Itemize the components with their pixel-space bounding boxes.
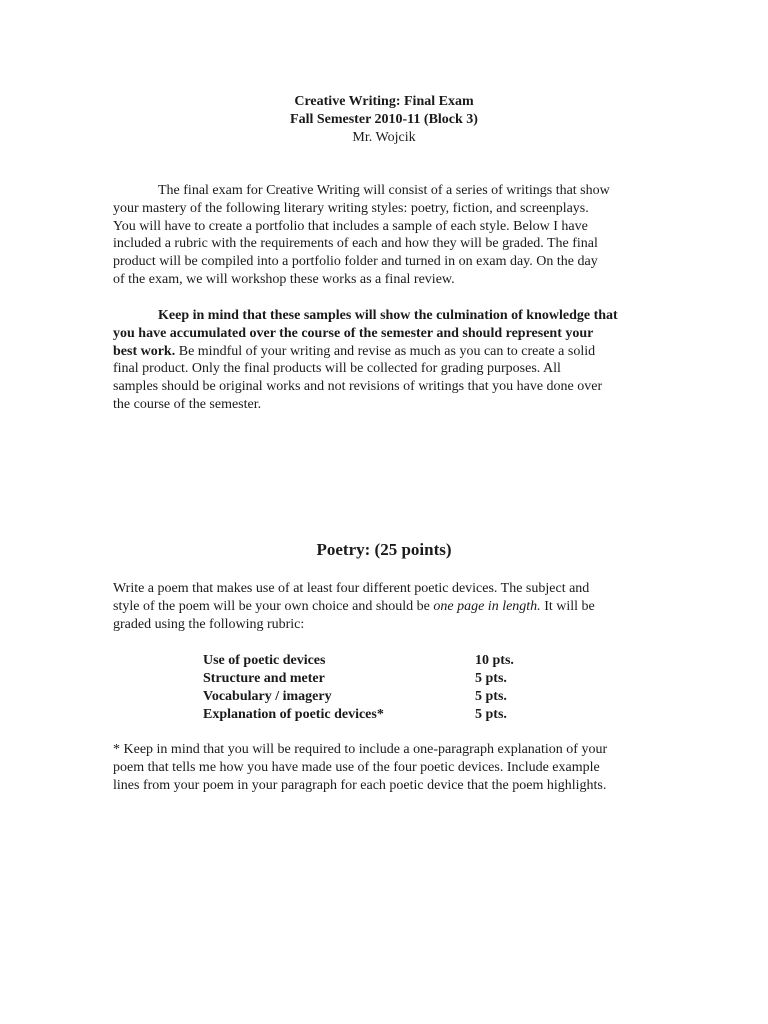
rubric-row xyxy=(203,652,563,670)
note-line: * Keep in mind that you will be required to include a one-paragraph explanation of your xyxy=(113,742,608,757)
poetry-line: Write a poem that makes use of at least four different poetic devices. The subject and xyxy=(113,581,590,596)
intro-line: your mastery of the following literary writing styles: poetry, fiction, and screenplays. xyxy=(113,200,589,216)
emphasis-line xyxy=(113,343,658,361)
note-line: lines from your poem in your paragraph for each poetic device that the poem highlights. xyxy=(113,777,607,793)
rubric-points: 10 pts. xyxy=(475,653,514,668)
rubric-criterion: Structure and meter xyxy=(203,671,325,686)
rubric-row xyxy=(203,688,563,706)
poetry-line-start: style of the poem will be your own choice and should be xyxy=(113,598,434,614)
note-line: poem that tells me how you have made use of the four poetic devices. Include example xyxy=(113,759,600,775)
intro-line: product will be compiled into a portfolio folder and turned in on exam day. On the day xyxy=(113,254,598,270)
intro-line: The final exam for Creative Writing will consist of a series of writings that show xyxy=(158,183,610,198)
poetry-instructions xyxy=(113,580,658,633)
intro-line: of the exam, we will workshop these works as a final review. xyxy=(113,271,455,287)
rubric-criterion: Vocabulary / imagery xyxy=(203,689,332,704)
poetry-note xyxy=(113,741,658,794)
rubric-points: 5 pts. xyxy=(475,689,507,704)
exam-title: Creative Writing: Final Exam xyxy=(294,94,474,109)
rubric-row xyxy=(203,670,563,688)
document-header xyxy=(0,93,768,147)
poetry-line xyxy=(113,598,658,616)
emphasis-line: samples should be original works and not revisions of writings that you have done over xyxy=(113,379,603,395)
intro-line: You will have to create a portfolio that includes a sample of each style. Below I have xyxy=(113,218,588,234)
poetry-line-end: It will be xyxy=(540,598,595,614)
best-work-phrase: best work. xyxy=(113,343,176,359)
emphasis-line-rest: Be mindful of your writing and revise as much as you can to create a solid xyxy=(175,343,596,359)
emphasis-line: the course of the semester. xyxy=(113,396,262,412)
teacher-name: Mr. Wojcik xyxy=(352,130,416,145)
intro-paragraph xyxy=(113,182,658,289)
emphasis-bold-line: Keep in mind that these samples will show the culmination of knowledge that xyxy=(158,308,618,323)
rubric-points: 5 pts. xyxy=(475,707,507,722)
rubric-points: 5 pts. xyxy=(475,671,507,686)
semester-line: Fall Semester 2010-11 (Block 3) xyxy=(290,112,478,127)
emphasis-paragraph xyxy=(113,307,658,414)
rubric-criterion: Explanation of poetic devices* xyxy=(203,707,384,722)
poetry-rubric xyxy=(203,652,563,724)
poetry-line: graded using the following rubric: xyxy=(113,616,305,632)
page-length-phrase: one page in length. xyxy=(433,598,541,614)
rubric-criterion: Use of poetic devices xyxy=(203,653,326,668)
emphasis-bold-line: you have accumulated over the course of the semester and should represent your xyxy=(113,325,594,341)
rubric-row xyxy=(203,706,563,724)
emphasis-line: final product. Only the final products will be collected for grading purposes. All xyxy=(113,361,561,377)
poetry-section-title: Poetry: (25 points) xyxy=(316,540,452,559)
intro-line: included a rubric with the requirements of each and how they will be graded. The final xyxy=(113,236,598,252)
